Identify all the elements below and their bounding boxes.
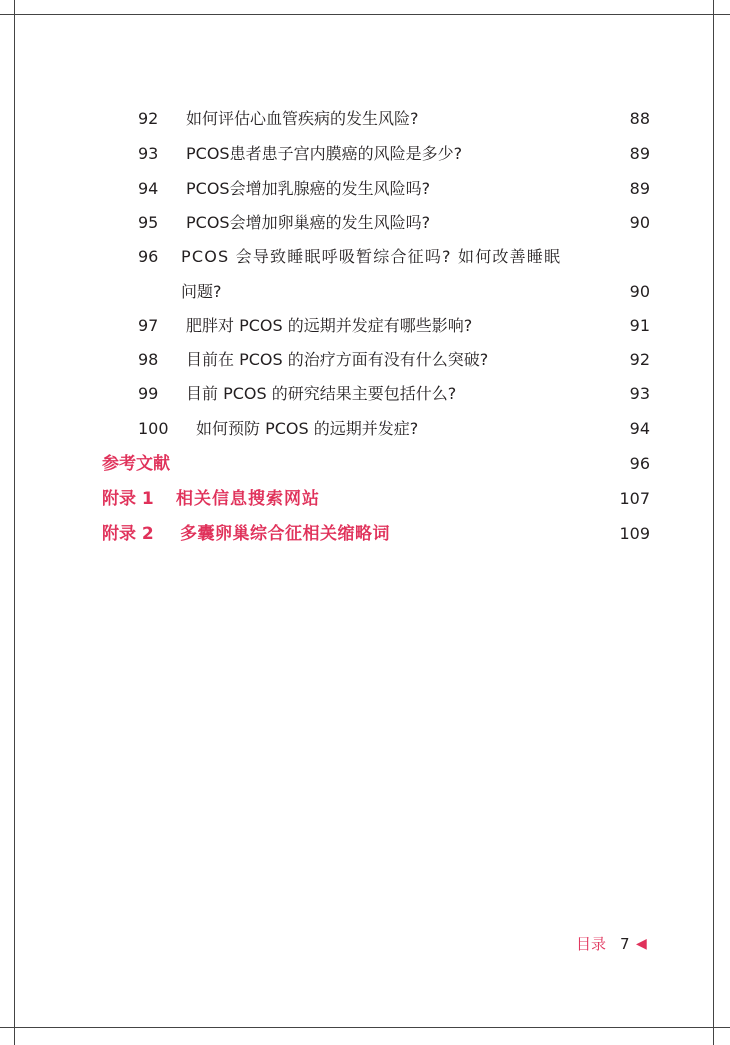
entry-page: 91 [629,316,650,335]
entry-page: 109 [619,524,650,543]
entry-title: 如何评估心血管疾病的发生风险? [186,109,419,128]
toc-entry[interactable] [0,245,730,269]
leader-dots [486,417,616,441]
section-label: 附录 2 [102,524,154,544]
section-label: 参考文献 [102,454,170,474]
entry-number: 99 [138,384,159,403]
toc-entry[interactable] [0,417,730,441]
entry-title: PCOS患者患子宫内膜癌的风险是多少? [186,144,463,163]
entry-page: 89 [629,179,650,198]
section-label: 附录 1 [102,489,154,509]
entry-title: 如何预防 PCOS 的远期并发症? [196,419,419,438]
entry-title-continued: 问题? [181,282,222,301]
leader-dots [526,382,616,406]
entry-title: PCOS会增加乳腺癌的发生风险吗? [186,179,431,198]
entry-title: 肥胖对 PCOS 的远期并发症有哪些影响? [186,316,473,335]
entry-title: 目前在 PCOS 的治疗方面有没有什么突破? [186,350,489,369]
entry-page: 89 [629,144,650,163]
entry-number: 98 [138,350,159,369]
leader-dots [566,348,616,372]
toc-entry[interactable] [0,382,730,406]
entry-title: PCOS会增加卵巢癌的发生风险吗? [186,213,431,232]
section-title: 多囊卵巢综合征相关缩略词 [180,524,390,544]
entry-number: 96 [138,247,159,266]
entry-page: 90 [629,213,650,232]
toc-entry[interactable] [0,142,730,166]
leader-dots [552,314,616,338]
crop-mark [0,1027,730,1028]
page-number: 7 [620,935,630,953]
entry-number: 92 [138,109,159,128]
toc-section-references[interactable] [0,452,730,476]
entry-page: 88 [629,109,650,128]
leader-dots [507,177,616,201]
entry-number: 100 [138,419,169,438]
entry-page: 96 [629,454,650,473]
toc-section-appendix-2[interactable] [0,522,730,546]
entry-number: 97 [138,316,159,335]
entry-page: 90 [629,282,650,301]
triangle-left-icon: ◀ [636,936,647,952]
entry-page: 93 [629,384,650,403]
toc-entry[interactable] [0,314,730,338]
toc-entry[interactable] [0,348,730,372]
entry-title: 目前 PCOS 的研究结果主要包括什么? [186,384,457,403]
entry-title: PCOS 会导致睡眠呼吸暂综合征吗? 如何改善睡眠 [181,247,562,266]
entry-number: 94 [138,179,159,198]
toc-entry[interactable] [0,177,730,201]
entry-page: 107 [619,489,650,508]
entry-number: 93 [138,144,159,163]
toc-entry[interactable] [0,211,730,235]
toc-entry-continuation[interactable] [0,280,730,304]
entry-page: 94 [629,419,650,438]
leader-dots [498,107,616,131]
crop-mark [0,14,730,15]
leader-dots [357,487,607,511]
toc-entry[interactable] [0,107,730,131]
footer-section-label: 目录 [576,935,607,953]
leader-dots [552,142,616,166]
toc-section-appendix-1[interactable] [0,487,730,511]
entry-number: 95 [138,213,159,232]
entry-page: 92 [629,350,650,369]
leader-dots [257,280,616,304]
leader-dots [192,452,616,476]
section-title: 相关信息搜索网站 [176,489,320,509]
leader-dots [507,211,616,235]
leader-dots [437,522,607,546]
